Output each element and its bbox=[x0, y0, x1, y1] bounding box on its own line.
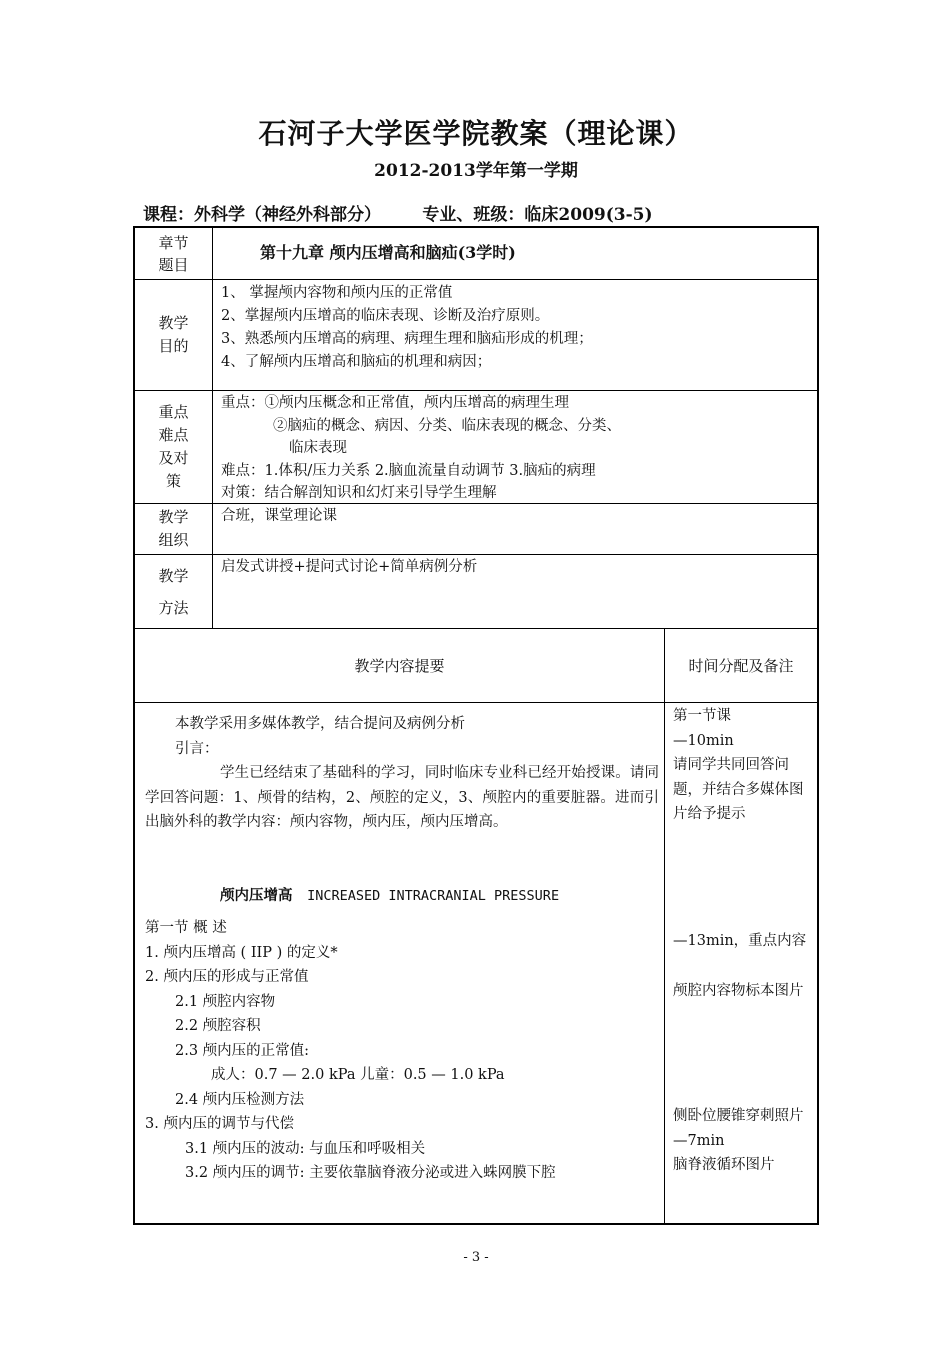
item-2-4: 2.4 颅内压检测方法 bbox=[175, 1091, 305, 1108]
purpose-line: 4、了解颅内压增高和脑疝的机理和病因； bbox=[221, 354, 492, 370]
row-key-points bbox=[135, 391, 817, 504]
chapter-title: 第十九章 颅内压增高和脑疝(3学时) bbox=[260, 243, 516, 262]
row-method bbox=[135, 555, 817, 629]
row-organization bbox=[135, 504, 817, 555]
note: 请同学共同回答问题，并结合多媒体图片给予提示 bbox=[673, 757, 804, 822]
sec1-heading: 第一节 概 述 bbox=[145, 920, 227, 936]
row-chapter bbox=[135, 228, 817, 280]
note: —10min bbox=[673, 732, 734, 749]
course-info: 课程：外科学（神经外科部分） 专业、班级：临床2009(3-5) bbox=[143, 205, 653, 225]
item-2: 2. 颅内压的形成与正常值 bbox=[145, 969, 309, 985]
key-line: 对策：结合解剖知识和幻灯来引导学生理解 bbox=[221, 485, 497, 501]
purpose-line: 2、掌握颅内压增高的临床表现、诊断及治疗原则。 bbox=[221, 308, 550, 324]
purpose-lines bbox=[221, 282, 809, 374]
item-2-3-value: 成人：0.7 — 2.0 kPa 儿童：0.5 — 1.0 kPa bbox=[211, 1067, 505, 1083]
notes-header: 时间分配及备注 bbox=[688, 657, 794, 675]
item-3-2: 3.2 颅内压的调节: 主要依靠脑脊液分泌或进入蛛网膜下腔 bbox=[185, 1165, 556, 1181]
teaching-content bbox=[145, 712, 659, 1186]
item-2-1: 2.1 颅腔内容物 bbox=[175, 993, 276, 1010]
item-2-2: 2.2 颅腔容积 bbox=[175, 1018, 261, 1034]
note: 脑脊液循环图片 bbox=[673, 1157, 775, 1173]
label-key-points: 重点难点及对策 bbox=[135, 391, 213, 503]
key-line: 难点：1.体积/压力关系 2.脑血流量自动调节 3.脑疝的病理 bbox=[221, 462, 596, 479]
lesson-plan-table bbox=[133, 226, 819, 1225]
item-3: 3. 颅内压的调节与代偿 bbox=[145, 1116, 294, 1132]
item-2-3: 2.3 颅内压的正常值: bbox=[175, 1042, 310, 1059]
note-specimen: 颅腔内容物标本图片 bbox=[673, 983, 804, 999]
intro-line: 引言： bbox=[175, 740, 219, 757]
label-purpose: 教学目的 bbox=[135, 280, 213, 390]
label-method: 教学方法 bbox=[135, 555, 213, 628]
note: 侧卧位腰锥穿刺照片 bbox=[673, 1108, 804, 1124]
page-number: - 3 - bbox=[463, 1250, 489, 1265]
item-3-1: 3.1 颅内压的波动: 与血压和呼吸相关 bbox=[185, 1140, 426, 1157]
key-points-lines bbox=[221, 392, 809, 505]
spacer bbox=[145, 835, 659, 884]
method-value: 启发式讲授+提问式讨论+简单病例分析 bbox=[221, 559, 478, 575]
spacer bbox=[145, 908, 659, 916]
document-title: 石河子大学医学院教案（理论课） bbox=[258, 117, 694, 150]
item-1: 1. 颅内压增高 ( IIP ) 的定义* bbox=[145, 944, 338, 961]
key-line: 临床表现 bbox=[289, 440, 347, 456]
column-divider bbox=[664, 629, 665, 1223]
key-line: 重点：①颅内压概念和正常值，颅内压增高的病理生理 bbox=[221, 395, 569, 411]
intro-line: 本教学采用多媒体教学，结合提问及病例分析 bbox=[175, 716, 465, 732]
section-title-en: INCREASED INTRACRANIAL PRESSURE bbox=[307, 887, 560, 904]
key-line: ②脑疝的概念、病因、分类、临床表现的概念、分类、 bbox=[273, 417, 621, 434]
note: 第一节课 bbox=[673, 708, 731, 724]
notes-block-1 bbox=[673, 704, 815, 827]
label-chapter: 章节题目 bbox=[135, 228, 213, 279]
content-header: 教学内容提要 bbox=[354, 657, 445, 675]
organization-value: 合班，课堂理论课 bbox=[221, 508, 337, 524]
label-organization: 教学组织 bbox=[135, 504, 213, 554]
notes-block-2 bbox=[673, 1104, 815, 1178]
purpose-line: 1、 掌握颅内容物和颅内压的正常值 bbox=[221, 285, 453, 301]
note: —7min bbox=[673, 1132, 725, 1149]
note-13min: —13min，重点内容 bbox=[673, 933, 807, 949]
section-title: 颅内压增高 bbox=[220, 886, 293, 904]
intro-paragraph: 学生已经结束了基础科的学习，同时临床专业科已经开始授课。请同学回答问题：1、颅骨的结构，2、颅腔的定义，3、颅腔内的重要脏器。进而引出脑外科的教学内容：颅内容物，颅内压，颅内压增高。 bbox=[145, 765, 659, 830]
semester: 2012-2013学年第一学期 bbox=[374, 161, 578, 181]
row-purpose bbox=[135, 280, 817, 391]
section-heading bbox=[145, 884, 659, 909]
purpose-line: 3、熟悉颅内压增高的病理、病理生理和脑疝形成的机理； bbox=[221, 331, 593, 347]
